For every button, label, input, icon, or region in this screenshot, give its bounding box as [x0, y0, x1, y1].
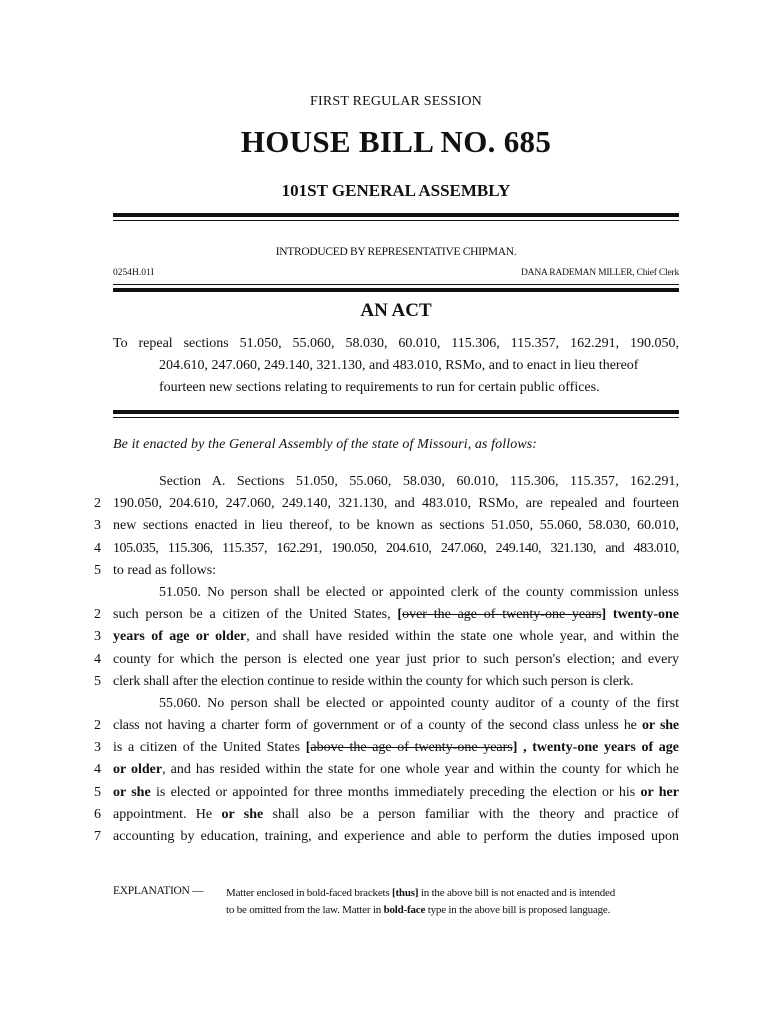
inserted-text: ] twenty-one: [601, 607, 680, 623]
bill-body: [94, 471, 680, 848]
bill-line: 55.060. No person shall be elected or appointed county auditor of a county of the first: [159, 695, 679, 711]
inserted-text: or she: [642, 718, 679, 734]
bill-line: Section A. Sections 51.050, 55.060, 58.030, 60.010, 115.306, 115.357, 162.291,: [159, 474, 679, 489]
bill-line: 4 or older, and has resided within the state for one whole year and within the county for which he: [113, 759, 679, 781]
bill-line: 3 years of age or older, and shall have resided within the state one whole year, and within the: [113, 626, 679, 648]
header-divider-thick: [113, 213, 679, 217]
bill-line: 4 county for which the person is elected one year just prior to such person's election; and every: [113, 649, 679, 671]
inserted-text: ] , twenty-one years of age: [512, 740, 680, 756]
act-title-line: To repeal sections 51.050, 55.060, 58.030, 60.010, 115.306, 115.357, 162.291, 190.050,: [113, 336, 679, 351]
clerk-divider-thick: [113, 288, 679, 292]
bill-line: 2 190.050, 204.610, 247.060, 249.140, 321.130, and 483.010, RSMo, are repealed and fourteen: [113, 493, 679, 515]
bill-line: 2 class not having a charter form of government or of a county of the second class unless he or she: [113, 715, 679, 737]
inserted-text: or she: [221, 806, 264, 822]
line-number: 6: [94, 806, 101, 822]
line-number: 2: [94, 607, 101, 623]
bill-line: 2 such person be a citizen of the United States, [over the age of twenty-one years] twenty-one: [113, 604, 679, 626]
line-number: 5: [94, 562, 101, 578]
bill-title: HOUSE BILL NO. 685: [240, 124, 552, 159]
bill-line: 3 new sections enacted in lieu thereof, to be known as sections 51.050, 55.060, 58.030, 60.010,: [113, 515, 679, 537]
inserted-text: or older: [113, 762, 163, 778]
bill-line: 5 or she is elected or appointed for three months immediately preceding the election or his or her: [113, 782, 679, 804]
bill-line: 7 accounting by education, training, and experience and able to perform the duties imposed upon: [113, 826, 679, 848]
bill-line: 3 is a citizen of the United States [above the age of twenty-one years] , twenty-one years of age: [113, 737, 679, 759]
line-number: 2: [94, 718, 101, 734]
header-divider-thin: [113, 220, 679, 221]
line-number: 4: [94, 540, 101, 556]
session-label: FIRST REGULAR SESSION: [310, 94, 482, 109]
bill-line: 5 clerk shall after the election continue to reside within the county for which such person is clerk.: [113, 671, 679, 693]
line-number: 4: [94, 651, 101, 667]
document-id: 0254H.01I: [113, 268, 154, 278]
bill-line: 4 105.035, 115.306, 115.357, 162.291, 190.050, 204.610, 247.060, 249.140, 321.130, and 483.010,: [113, 538, 679, 560]
explanation-text: Matter enclosed in bold-faced brackets [thus] in the above bill is not enacted and is intended to be omitted from the law. Matter in bold-face type in the above bill is proposed language.: [226, 887, 616, 916]
bill-line: 51.050. No person shall be elected or appointed clerk of the county commission unless: [159, 584, 679, 600]
line-number: 5: [94, 784, 101, 800]
deleted-text: over the age of twenty-one years: [402, 607, 602, 623]
chief-clerk: DANA RADEMAN MILLER, Chief Clerk: [521, 268, 679, 278]
explanation-label: EXPLANATION —: [113, 885, 204, 897]
inserted-text: years of age or older: [113, 629, 247, 645]
line-number: 4: [94, 762, 101, 778]
act-heading: AN ACT: [360, 300, 432, 321]
line-number: 3: [94, 629, 101, 645]
act-title: [113, 333, 679, 399]
deleted-text: above the age of twenty-one years: [310, 740, 513, 756]
line-number: 7: [94, 829, 101, 844]
bill-line: 6 appointment. He or she shall also be a person familiar with the theory and practice of: [113, 804, 679, 826]
line-number: 3: [94, 518, 101, 534]
line-number: 2: [94, 496, 101, 512]
inserted-text: or she: [113, 784, 151, 800]
line-number: 5: [94, 673, 101, 689]
introduced-by: INTRODUCED BY REPRESENTATIVE CHIPMAN.: [275, 246, 517, 258]
act-title-line: fourteen new sections relating to requirements to run for certain public offices.: [159, 380, 600, 395]
bill-line: 5 to read as follows:: [113, 560, 679, 582]
line-number: 3: [94, 740, 101, 756]
clerk-divider-thin: [113, 284, 679, 285]
act-divider-thin: [113, 417, 679, 418]
enacting-clause: Be it enacted by the General Assembly of the state of Missouri, as follows:: [113, 437, 538, 452]
inserted-text: or her: [640, 784, 679, 800]
assembly-label: 101ST GENERAL ASSEMBLY: [281, 181, 511, 200]
act-divider-thick: [113, 410, 679, 414]
act-title-line: 204.610, 247.060, 249.140, 321.130, and 483.010, RSMo, and to enact in lieu thereof: [159, 358, 639, 373]
